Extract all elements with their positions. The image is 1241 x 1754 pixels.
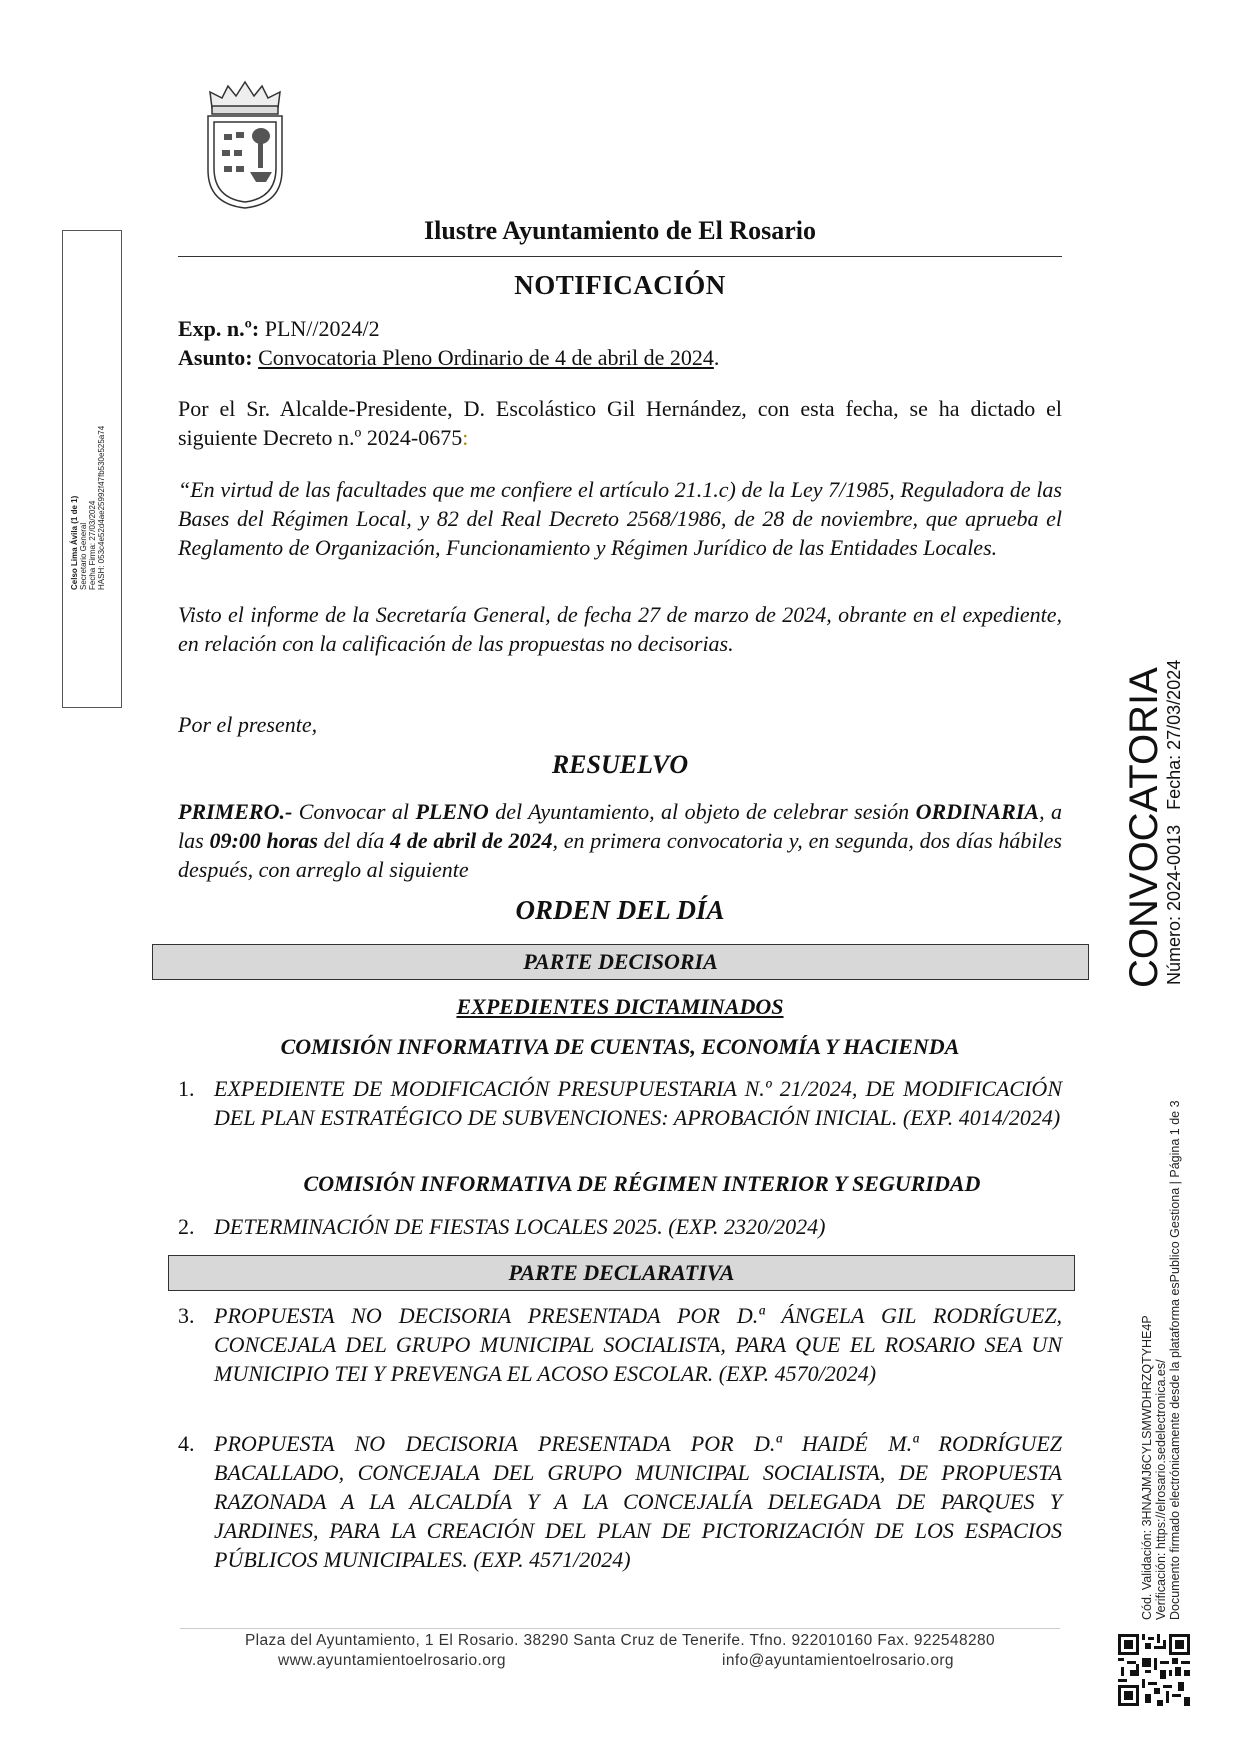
agenda-item-1 (178, 1074, 1062, 1132)
primero-ordinaria: ORDINARIA (915, 799, 1040, 824)
comision-regimen-heading: COMISIÓN INFORMATIVA DE RÉGIMEN INTERIOR Y SEGURIDAD (303, 1171, 981, 1196)
stamp-validation-code: Cód. Validación: 3HNAJMJ6CYLSMWDHRZQTYHE4P (1140, 1315, 1154, 1620)
parte-declarativa-bar: PARTE DECLARATIVA (168, 1255, 1075, 1291)
footer-divider (180, 1628, 1060, 1629)
intro-text: Por el Sr. Alcalde-Presidente, D. Escolástico Gil Hernández, con esta fecha, se ha dictado el siguiente Decreto n.º 2024-0675 (178, 396, 1062, 450)
agenda-item-number: 4. (178, 1431, 195, 1456)
expediente-line (178, 314, 380, 343)
agenda-item-2 (178, 1212, 1062, 1241)
agenda-item-text: PROPUESTA NO DECISORIA PRESENTADA POR D.ª ÁNGELA GIL RODRÍGUEZ, CONCEJALA DEL GRUPO MUNICIPAL SOCIALISTA, PARA QUE EL ROSARIO SEA UN MUNICIPIO TEI Y PREVENGA EL ACOSO ESCOLAR. (EXP. 4570/2024) (214, 1303, 1062, 1386)
expediente-value: PLN//2024/2 (264, 316, 380, 341)
por-el-presente: Por el presente, (178, 712, 318, 737)
primero-paragraph (178, 797, 1062, 884)
decree-paragraph-2: Visto el informe de la Secretaría General, de fecha 27 de marzo de 2024, obrante en el expediente, en relación con la calificación de las propuestas no decisorias. (178, 602, 1062, 656)
primero-fecha: 4 de abril de 2024 (390, 828, 553, 853)
stamp-numero-fecha: Número: 2024-0013 Fecha: 27/03/2024 (1164, 659, 1184, 985)
agenda-item-3 (178, 1301, 1062, 1388)
expedientes-dictaminados-text: EXPEDIENTES DICTAMINADOS (456, 994, 784, 1019)
signature-box (62, 230, 122, 708)
stamp-verification-url: Verificación: https://elrosario.sedelectronica.es/ (1154, 1359, 1168, 1620)
agenda-item-number: 3. (178, 1303, 195, 1328)
decree-paragraph-1: “En virtud de las facultades que me confiere el artículo 21.1.c) de la Ley 7/1985, Reguladora de las Bases del Régimen Local, y 82 del Real Decreto 2568/1986, de 28 de noviembre, que aprueba el Reglamento de Organización, Funcionamiento y Régimen Jurídico de las Entidades Locales. (178, 477, 1062, 560)
asunto-line (178, 343, 719, 372)
signature-name: Celso Lima Ávila (1 de 1) (70, 495, 79, 590)
footer-address: Plaza del Ayuntamiento, 1 El Rosario. 38290 Santa Cruz de Tenerife. Tfno. 922010160 Fax. 922548280 (244, 1632, 996, 1649)
comision-cuentas-heading: COMISIÓN INFORMATIVA DE CUENTAS, ECONOMÍA Y HACIENDA (280, 1034, 960, 1059)
primero-hora: 09:00 horas (209, 828, 318, 853)
expediente-label: Exp. n.º: (178, 316, 260, 341)
asunto-label: Asunto: (178, 345, 253, 370)
primero-label: PRIMERO.- (178, 799, 293, 824)
asunto-value: Convocatoria Pleno Ordinario de 4 de abril de 2024 (258, 345, 714, 370)
signature-role: Secretario General (79, 522, 88, 590)
stamp-signed-note: Documento firmado electrónicamente desde la plataforma esPublico Gestiona | Página 1 de 3 (1168, 1100, 1182, 1620)
primero-pleno: PLENO (415, 799, 489, 824)
primero-text-4: del día (317, 828, 391, 853)
expedientes-dictaminados-heading (178, 994, 1062, 1020)
primero-text-3: , a las (178, 799, 1062, 853)
agenda-item-4 (178, 1429, 1062, 1574)
footer-email: info@ayuntamientoelrosario.org (722, 1652, 954, 1669)
stamp-convocatoria-title: CONVOCATORIA (1122, 667, 1166, 988)
agenda-item-text: DETERMINACIÓN DE FIESTAS LOCALES 2025. (EXP. 2320/2024) (214, 1214, 826, 1239)
agenda-item-text: EXPEDIENTE DE MODIFICACIÓN PRESUPUESTARIA N.º 21/2024, DE MODIFICACIÓN DEL PLAN ESTRATÉGICO DE SUBVENCIONES: APROBACIÓN INICIAL. (EXP. 4014/2024) (214, 1076, 1062, 1130)
primero-text-2: del Ayuntamiento, al objeto de celebrar sesión (488, 799, 916, 824)
asunto-period: . (713, 345, 720, 370)
header-divider (178, 256, 1062, 257)
parte-decisoria-bar: PARTE DECISORIA (152, 944, 1089, 980)
intro-colon: : (462, 425, 469, 450)
document-type-title: NOTIFICACIÓN (514, 270, 726, 300)
primero-text-1: Convocar al (292, 799, 416, 824)
resuelvo-heading: RESUELVO (551, 750, 689, 779)
intro-paragraph (178, 394, 1062, 452)
agenda-item-number: 2. (178, 1214, 195, 1239)
agenda-item-text: PROPUESTA NO DECISORIA PRESENTADA POR D.ª HAIDÉ M.ª RODRÍGUEZ BACALLADO, CONCEJALA DEL GRUPO MUNICIPAL SOCIALISTA, DE PROPUESTA RAZONADA A LA ALCALDÍA Y A LA CONCEJALÍA DELEGADA DE PARQUES Y JARDINES, PARA LA CREACIÓN DEL PLAN DE PICTORIZACIÓN DE LOS ESPACIOS PÚBLICOS MUNICIPALES. (EXP. 4571/2024) (214, 1431, 1062, 1572)
qr-code (1118, 1634, 1190, 1706)
primero-text-5: , en primera convocatoria y, en segunda, dos días hábiles después, con arreglo al siguiente (178, 828, 1062, 882)
organization-name: Ilustre Ayuntamiento de El Rosario (424, 216, 816, 245)
footer-website: www.ayuntamientoelrosario.org (278, 1652, 506, 1669)
orden-del-dia-heading: ORDEN DEL DÍA (515, 895, 725, 925)
coat-of-arms-logo (200, 78, 290, 212)
signature-hash: HASH: 053c4e52d4ae25992f47fb530e525a74 (97, 425, 106, 590)
signature-date: Fecha Firma: 27/03/2024 (88, 500, 97, 590)
agenda-item-number: 1. (178, 1076, 195, 1101)
